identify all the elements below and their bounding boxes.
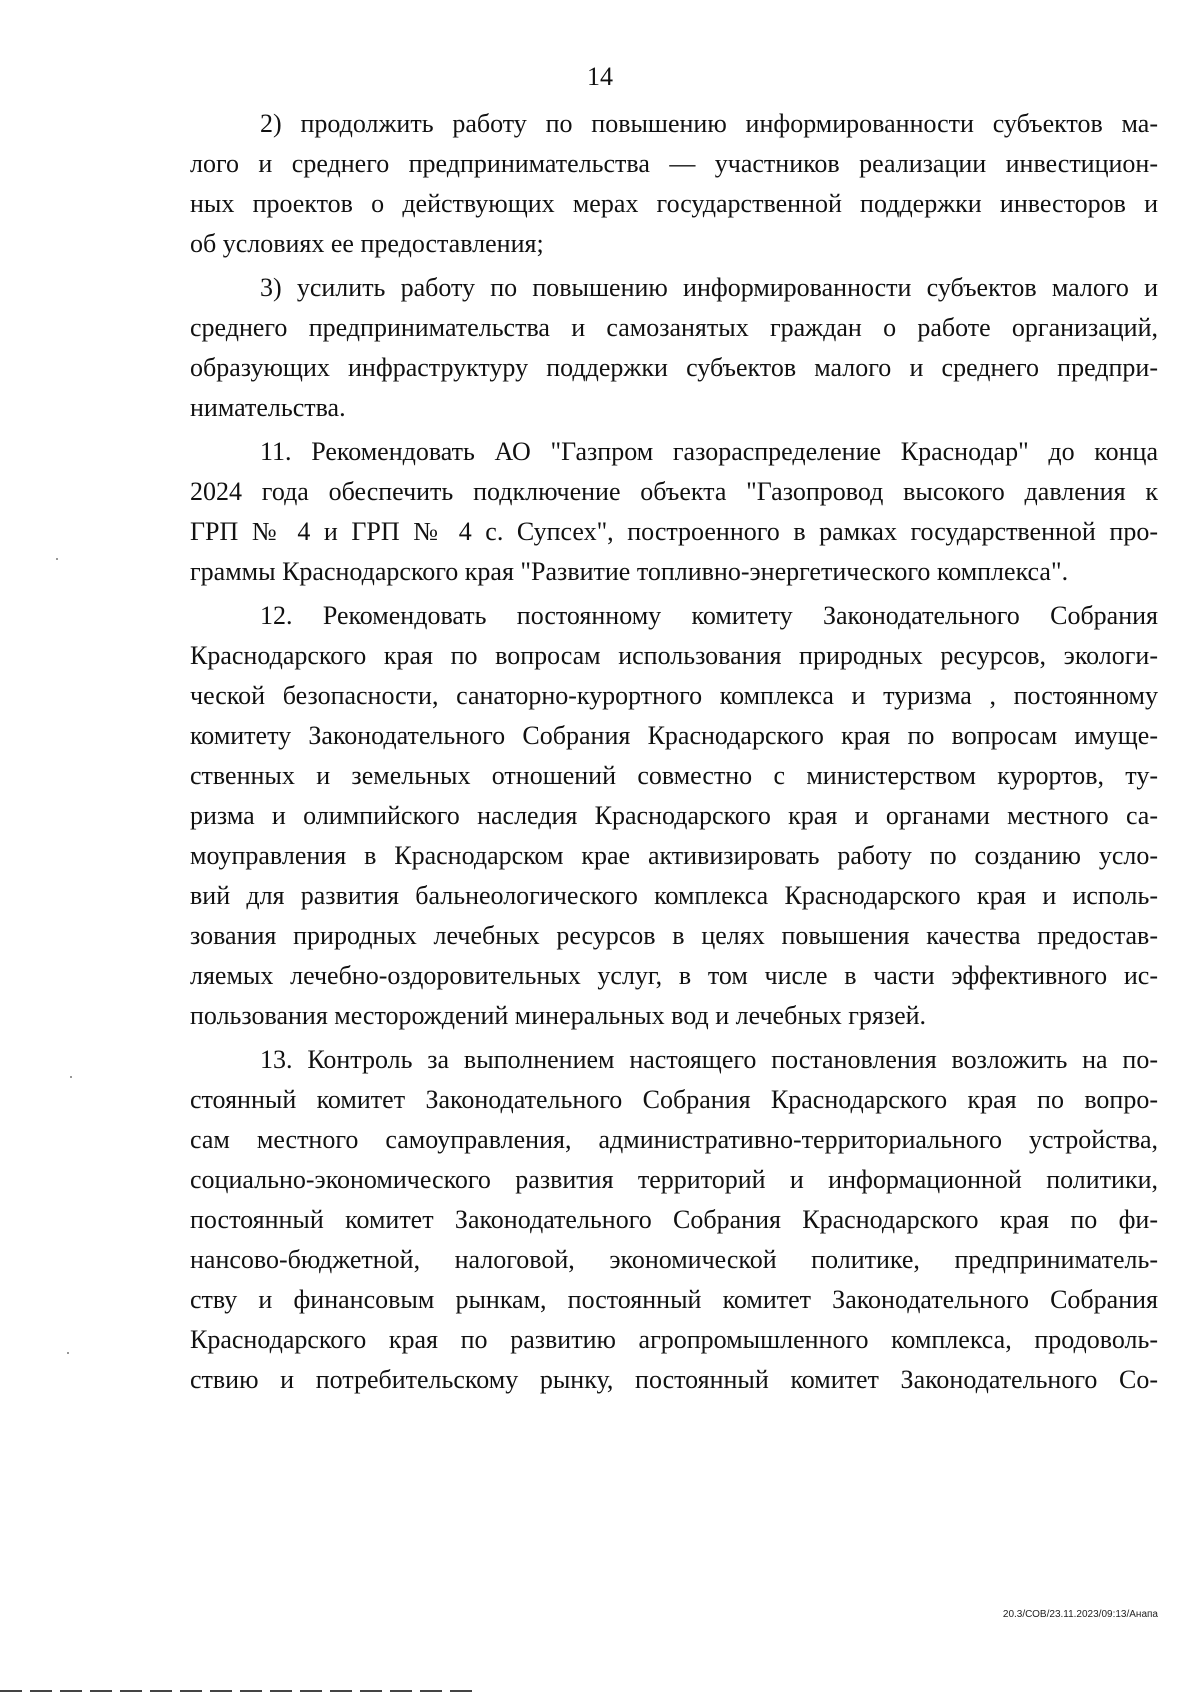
paragraph [190,596,1158,1036]
document-reference-code: 20.3/СОВ/23.11.2023/09:13/Анапа [1002,1609,1158,1620]
text-line: образующих инфраструктуру поддержки субъектов малого и среднего предпри- [190,353,1158,382]
paragraph [190,104,1158,264]
text-line: моуправления в Краснодарском крае активизировать работу по созданию усло- [190,841,1158,870]
scan-edge-artifact [0,1690,480,1692]
text-line: лого и среднего предпринимательства — участников реализации инвестицион- [190,149,1158,178]
text-line: ризма и олимпийского наследия Краснодарского края и органами местного са- [190,801,1158,830]
text-line: ству и финансовым рынкам, постоянный комитет Законодательного Собрания [190,1285,1158,1314]
text-line: ных проектов о действующих мерах государственной поддержки инвесторов и [190,189,1158,218]
paragraph [190,432,1158,592]
text-line: ственных и земельных отношений совместно с министерством курортов, ту- [190,761,1158,790]
paragraph [190,268,1158,428]
text-line: комитету Законодательного Собрания Краснодарского края по вопросам имуще- [190,721,1158,750]
text-line: нансово-бюджетной, налоговой, экономической политике, предприниматель- [190,1245,1158,1274]
text-line: ГРП № 4 и ГРП № 4 с. Супсех", построенного в рамках государственной про- [190,517,1158,546]
paragraph [190,1040,1158,1400]
text-line: 2024 года обеспечить подключение объекта "Газопровод высокого давления к [190,477,1158,506]
text-line: Краснодарского края по развитию агропромышленного комплекса, продоволь- [190,1325,1158,1354]
text-line: 2) продолжить работу по повышению информированности субъектов ма- [260,109,1158,138]
text-line: социально-экономического развития территорий и информационной политики, [190,1165,1158,1194]
text-line: среднего предпринимательства и самозанятых граждан о работе организаций, [190,313,1158,342]
text-line: 12. Рекомендовать постоянному комитету Законодательного Собрания [260,601,1158,630]
text-line: граммы Краснодарского края "Развитие топливно-энергетического комплекса". [190,557,1069,586]
text-line: ствию и потребительскому рынку, постоянный комитет Законодательного Со- [190,1365,1158,1394]
text-line: 11. Рекомендовать АО "Газпром газораспределение Краснодар" до конца [260,437,1158,466]
scan-speck [67,1352,69,1354]
text-line: ляемых лечебно-оздоровительных услуг, в том числе в части эффективного ис- [190,961,1158,990]
text-line: 13. Контроль за выполнением настоящего постановления возложить на по- [260,1045,1158,1074]
text-line: об условиях ее предоставления; [190,229,544,258]
text-line: ческой безопасности, санаторно-курортного комплекса и туризма , постоянному [190,681,1158,710]
scan-speck [70,1076,72,1078]
text-line: пользования месторождений минеральных вод и лечебных грязей. [190,1001,927,1030]
text-line: нимательства. [190,393,346,422]
text-line: постоянный комитет Законодательного Собрания Краснодарского края по фи- [190,1205,1158,1234]
text-line: вий для развития бальнеологического комплекса Краснодарского края и исполь- [190,881,1158,910]
scan-speck [56,558,58,560]
text-line: Краснодарского края по вопросам использования природных ресурсов, экологи- [190,641,1158,670]
page-number: 14 [587,62,613,91]
document-body [190,104,1158,1404]
text-line: стоянный комитет Законодательного Собрания Краснодарского края по вопро- [190,1085,1158,1114]
text-line: 3) усилить работу по повышению информированности субъектов малого и [260,273,1158,302]
text-line: сам местного самоуправления, административно-территориального устройства, [190,1125,1158,1154]
text-line: зования природных лечебных ресурсов в целях повышения качества предостав- [190,921,1158,950]
